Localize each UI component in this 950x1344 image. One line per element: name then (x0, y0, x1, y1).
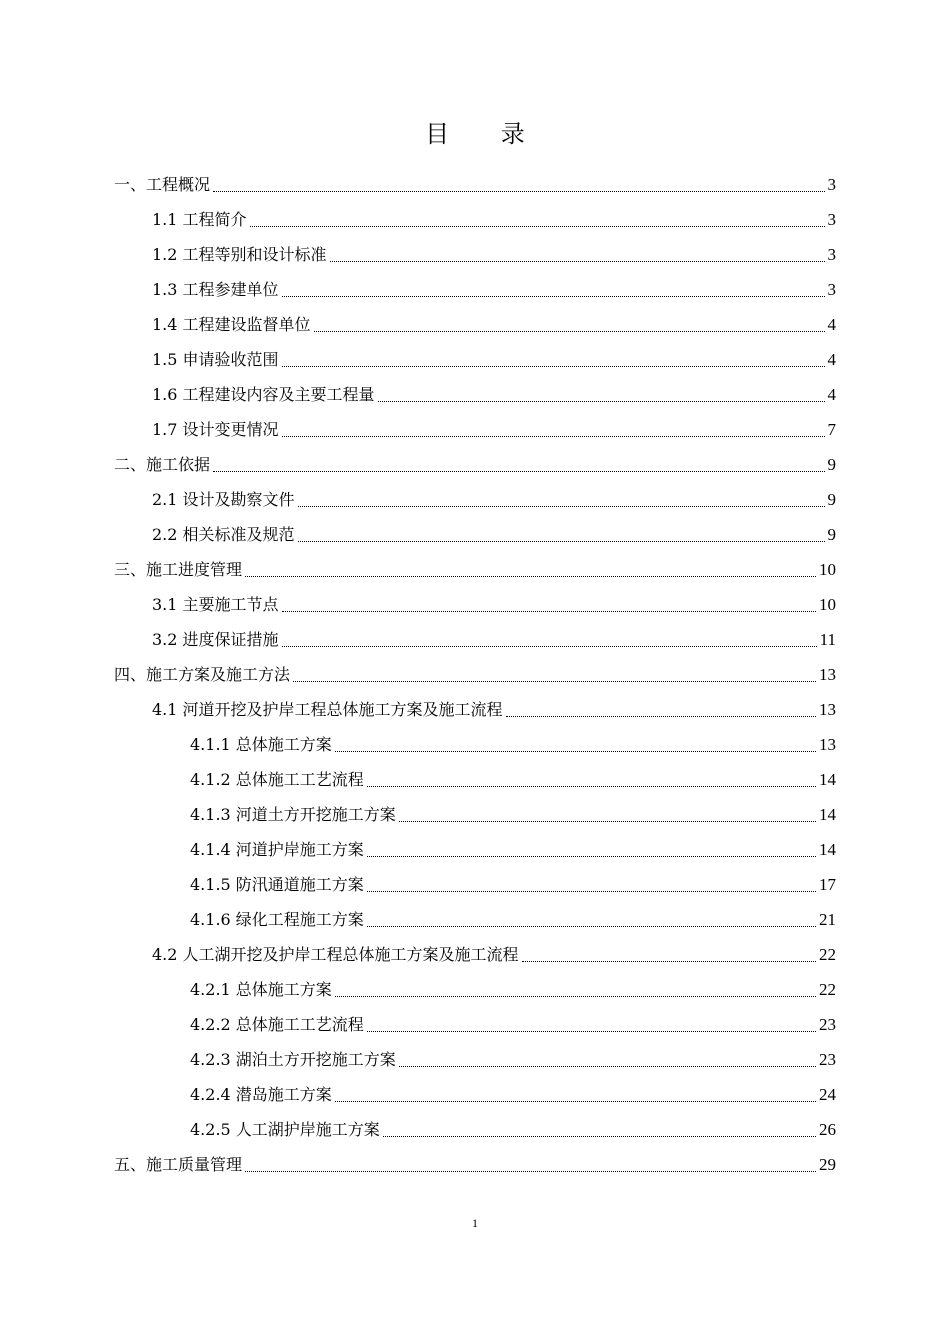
page-title: 目 录 (425, 120, 547, 148)
toc-entry-page: 4 (827, 385, 836, 404)
dot-leader (293, 680, 816, 682)
toc-entry[interactable] (190, 1119, 836, 1141)
toc-entry[interactable] (152, 314, 836, 336)
toc-entry-page: 9 (827, 455, 836, 474)
dot-leader (282, 435, 825, 437)
page-number: 1 (472, 1216, 478, 1230)
toc-entry-page: 13 (819, 700, 836, 719)
dot-leader (506, 715, 816, 717)
toc-entry[interactable] (152, 944, 836, 966)
toc-entry-label: 三、施工进度管理 (114, 560, 243, 579)
toc-entry[interactable] (114, 559, 836, 581)
dot-leader (314, 330, 825, 332)
dot-leader (335, 750, 816, 752)
toc-entry-page: 9 (827, 525, 836, 544)
toc-entry-label: 五、施工质量管理 (114, 1155, 243, 1174)
toc-entry[interactable] (190, 839, 836, 861)
toc-entry[interactable] (114, 454, 836, 476)
toc-entry-page: 23 (819, 1015, 836, 1034)
toc-entry-label: 2.1 设计及勘察文件 (152, 490, 295, 509)
toc-entry-page: 24 (819, 1085, 836, 1104)
dot-leader (298, 505, 825, 507)
toc-entry[interactable] (190, 769, 836, 791)
toc-entry[interactable] (190, 1014, 836, 1036)
toc-entry-page: 4 (827, 350, 836, 369)
toc-entry-page: 17 (819, 875, 836, 894)
dot-leader (367, 855, 816, 857)
dot-leader (282, 645, 817, 647)
toc-entry[interactable] (152, 349, 836, 371)
dot-leader (245, 575, 816, 577)
toc-entry-label: 4.2.2 总体施工工艺流程 (190, 1015, 364, 1034)
toc-entry[interactable] (190, 874, 836, 896)
toc-entry-label: 2.2 相关标准及规范 (152, 525, 295, 544)
toc-entry[interactable] (190, 1049, 836, 1071)
dot-leader (378, 400, 825, 402)
toc-entry[interactable] (152, 279, 836, 301)
toc-entry-page: 10 (819, 560, 836, 579)
dot-leader (367, 1030, 816, 1032)
dot-leader (367, 925, 816, 927)
toc-entry-page: 14 (819, 770, 836, 789)
toc-entry-page: 3 (827, 175, 836, 194)
toc-entry[interactable] (152, 699, 836, 721)
dot-leader (282, 295, 825, 297)
toc-entry-label: 4.1.1 总体施工方案 (190, 735, 332, 754)
dot-leader (282, 610, 816, 612)
toc-entry-label: 1.6 工程建设内容及主要工程量 (152, 385, 375, 404)
toc-entry-label: 1.2 工程等别和设计标准 (152, 245, 327, 264)
toc-entry-page: 14 (819, 805, 836, 824)
dot-leader (250, 225, 825, 227)
toc-entry-page: 13 (819, 665, 836, 684)
toc-entry-page: 3 (827, 280, 836, 299)
toc-entry[interactable] (152, 419, 836, 441)
toc-entry[interactable] (152, 244, 836, 266)
toc-entry-label: 一、工程概况 (114, 175, 211, 194)
toc-entry-label: 1.7 设计变更情况 (152, 420, 279, 439)
toc-entry-label: 4.2.4 潜岛施工方案 (190, 1085, 332, 1104)
toc-entry-page: 22 (819, 945, 836, 964)
dot-leader (367, 785, 816, 787)
toc-entry[interactable] (152, 524, 836, 546)
toc-entry-page: 14 (819, 840, 836, 859)
toc-entry-label: 1.3 工程参建单位 (152, 280, 279, 299)
toc-entry-label: 4.1.5 防汛通道施工方案 (190, 875, 364, 894)
toc-entry-page: 23 (819, 1050, 836, 1069)
toc-entry[interactable] (152, 629, 836, 651)
toc-entry-label: 4.1 河道开挖及护岸工程总体施工方案及施工流程 (152, 700, 503, 719)
toc-entry-label: 4.2.3 湖泊土方开挖施工方案 (190, 1050, 396, 1069)
toc-entry-label: 4.1.6 绿化工程施工方案 (190, 910, 364, 929)
dot-leader (213, 190, 824, 192)
toc-entry[interactable] (190, 1084, 836, 1106)
toc-entry-label: 4.1.2 总体施工工艺流程 (190, 770, 364, 789)
toc-entry-page: 26 (819, 1120, 836, 1139)
toc-entry[interactable] (114, 664, 836, 686)
toc-entry[interactable] (152, 209, 836, 231)
toc-entry-label: 1.1 工程简介 (152, 210, 247, 229)
toc-entry-page: 3 (827, 245, 836, 264)
toc-entry-label: 4.1.3 河道土方开挖施工方案 (190, 805, 396, 824)
toc-entry-label: 4.2.1 总体施工方案 (190, 980, 332, 999)
toc-entry-page: 29 (819, 1155, 836, 1174)
toc-entry-label: 3.1 主要施工节点 (152, 595, 279, 614)
dot-leader (399, 1065, 816, 1067)
toc-entry-page: 9 (827, 490, 836, 509)
dot-leader (330, 260, 825, 262)
dot-leader (335, 1100, 816, 1102)
toc-entry-label: 4.2.5 人工湖护岸施工方案 (190, 1120, 380, 1139)
dot-leader (335, 995, 816, 997)
toc-entry-page: 10 (819, 595, 836, 614)
toc-entry[interactable] (152, 489, 836, 511)
dot-leader (367, 890, 816, 892)
toc-entry-label: 3.2 进度保证措施 (152, 630, 279, 649)
toc-entry[interactable] (190, 804, 836, 826)
dot-leader (298, 540, 825, 542)
toc-entry-label: 1.4 工程建设监督单位 (152, 315, 311, 334)
toc-entry-page: 4 (827, 315, 836, 334)
dot-leader (522, 960, 816, 962)
dot-leader (213, 470, 824, 472)
toc-entry[interactable] (152, 384, 836, 406)
dot-leader (383, 1135, 816, 1137)
toc-entry-label: 4.2 人工湖开挖及护岸工程总体施工方案及施工流程 (152, 945, 519, 964)
toc-entry-page: 11 (819, 630, 836, 649)
toc-entry-page: 22 (819, 980, 836, 999)
toc-entry-label: 4.1.4 河道护岸施工方案 (190, 840, 364, 859)
toc-entry-label: 1.5 申请验收范围 (152, 350, 279, 369)
toc-entry[interactable] (190, 734, 836, 756)
toc-entry-page: 7 (827, 420, 836, 439)
dot-leader (245, 1170, 816, 1172)
toc-entry[interactable] (114, 174, 836, 196)
toc-entry[interactable] (114, 1154, 836, 1176)
toc-entry-page: 3 (827, 210, 836, 229)
toc-entry[interactable] (190, 979, 836, 1001)
toc-entry[interactable] (190, 909, 836, 931)
toc-entry-label: 二、施工依据 (114, 455, 211, 474)
toc-entry-page: 21 (819, 910, 836, 929)
dot-leader (282, 365, 825, 367)
toc-entry-page: 13 (819, 735, 836, 754)
toc-entry[interactable] (152, 594, 836, 616)
dot-leader (399, 820, 816, 822)
toc-entry-label: 四、施工方案及施工方法 (114, 665, 291, 684)
